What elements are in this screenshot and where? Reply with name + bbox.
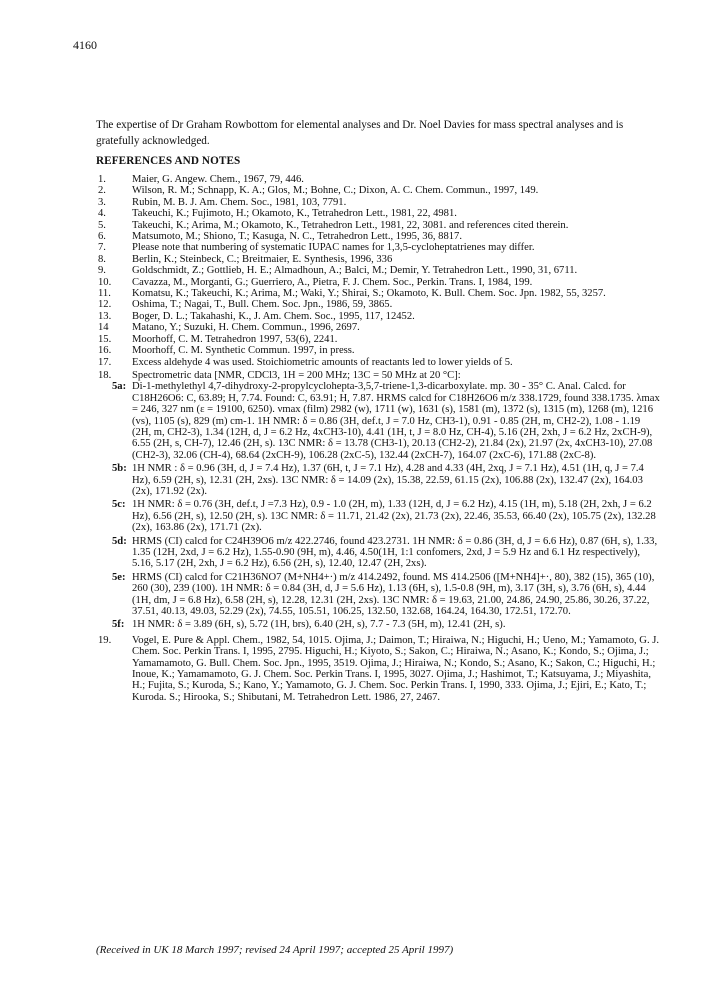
reference-number: 8.	[98, 253, 106, 265]
reference-text: Komatsu, K.; Takeuchi, K.; Arima, M.; Waki, Y.; Shirai, S.; Okamoto, K. Bull. Chem. Soc. Jpn. 1982, 55, 3257.	[132, 288, 606, 300]
reference-text: Excess aldehyde 4 was used. Stoichiometric amounts of reactants led to lower yields of 5.	[132, 356, 513, 368]
compound-label: 5e:	[112, 571, 126, 583]
reference-number: 11.	[98, 288, 111, 300]
compound-data-5a	[0, 381, 701, 461]
compound-data-5c	[0, 499, 701, 533]
reference-4	[0, 208, 701, 219]
reference-text: Wilson, R. M.; Schnapp, K. A.; Glos, M.; Bohne, C.; Dixon, A. C. Chem. Commun., 1997, 149.	[132, 185, 539, 197]
reference-number: 4.	[98, 208, 106, 220]
reference-number: 2.	[98, 185, 106, 197]
reference-10	[0, 277, 701, 288]
references-heading: REFERENCES AND NOTES	[96, 155, 241, 167]
references-list	[0, 174, 701, 703]
reference-number: 15.	[98, 333, 112, 345]
compound-data-5d	[0, 536, 701, 570]
compound-label: 5d:	[112, 535, 127, 547]
reference-9	[0, 265, 701, 276]
compound-data-5b	[0, 463, 701, 497]
reference-text: Goldschmidt, Z.; Gottlieb, H. E.; Almadhoun, A.; Balci, M.; Demir, Y. Tetrahedron Lett., 1990, 31, 6711.	[132, 265, 578, 277]
compound-data-5f	[0, 619, 701, 630]
reference-16	[0, 345, 701, 356]
reference-text: Rubin, M. B. J. Am. Chem. Soc., 1981, 103, 7791.	[132, 196, 347, 208]
compound-text: HRMS (CI) calcd for C21H36NO7 (M+NH4+·) m/z 414.2492, found. MS 414.2506 ([M+NH4]+·, 80), 382 (15), 365 (10), 260 (30), 239 (100). 1H NMR: δ = 0.84 (3H, d, J = 5.6 Hz), 1.13 (6H, s), 1.5-0.8 (9H, m), 3.17 (3H, s), 3.76 (6H, s), 4.44 (1H, dm, J = 6.8 Hz), 6.58 (2H, s), 12.28, 12.31 (2H, 2xs). 13C NMR: δ = 19.63, 21.00, 24.86, 24.90, 25.86, 30.26, 37.22, 37.51, 40.13, 49.03, 52.29 (2x), 74.55, 105.51, 106.25, 132.50, 132.68, 164.24, 164.30, 172.51, 172.70.	[132, 571, 655, 618]
reference-text: Maier, G. Angew. Chem., 1967, 79, 446.	[132, 174, 304, 185]
reference-6	[0, 231, 701, 242]
acknowledgement: The expertise of Dr Graham Rowbottom for elemental analyses and Dr. Noel Davies for mass spectral analyses and is gratefully acknowledged.	[96, 119, 624, 147]
compound-label: 5f:	[112, 619, 125, 631]
reference-5	[0, 220, 701, 231]
reference-number: 3.	[98, 196, 106, 208]
reference-text: Berlin, K.; Steinbeck, C.; Breitmaier, E. Synthesis, 1996, 336	[132, 253, 393, 265]
reference-14	[0, 322, 701, 333]
compound-text: Di-1-methylethyl 4,7-dihydroxy-2-propylcyclohepta-3,5,7-triene-1,3-dicarboxylate. mp. 30 - 35° C. Anal. Calcd. for C18H26O6: C, 63.89; H, 7.74. Found: C, 63.91; H, 7.87. HRMS calcd for C18H26O6 m/z 338.1729, found 338.1735. λmax = 246, 327 nm (ε = 19100, 6250). νmax (film) 2982 (w), 1711 (w), 1631 (s), 1581 (m), 1372 (s), 1315 (m), 1268 (m), 1216 (vs), 1105 (s), 829 (m) cm-1. 1H NMR: δ = 0.86 (3H, def.t, J = 7.0 Hz, CH3-1), 0.91 - 0.85 (2H, m, CH2-2), 1.08 - 1.19 (2H, m, CH2-3), 1.34 (12H, d, J = 6.2 Hz, 4xCH3-10), 4.41 (1H, t, J = 8.0 Hz, CH-4), 5.16 (2H, 2xh, J = 6.2 Hz, 2xCH-9), 6.55 (2H, s, CH-7), 12.46 (2H, s). 13C NMR: δ = 13.78 (CH3-1), 20.13 (CH2-2), 21.84 (2x), 21.97 (2x, 4xCH3-10), 27.08 (CH2-3), 32.06 (CH-4), 68.64 (2xCH-9), 106.28 (2xC-5), 132.44 (2xCH-7), 164.07 (2xC-6), 171.88 (2xC-8).	[132, 381, 660, 461]
compound-text: 1H NMR: δ = 0.76 (3H, def.t, J =7.3 Hz), 0.9 - 1.0 (2H, m), 1.33 (12H, d, J = 6.2 Hz), 4.15 (1H, m), 5.18 (2H, 2xh, J = 6.2 Hz), 6.56 (2H, s), 12.50 (2H, s). 13C NMR: δ = 11.71, 21.42 (2x), 21.73 (2x), 22.46, 35.53, 66.40 (2x), 105.75 (2x), 132.28 (2x), 163.86 (2x), 171.71 (2x).	[132, 499, 656, 534]
reference-number: 1.	[98, 174, 106, 185]
compound-text: HRMS (CI) calcd for C24H39O6 m/z 422.2746, found 423.2731. 1H NMR: δ = 0.86 (3H, d, J = 6.6 Hz), 0.87 (6H, s), 1.33, 1.35 (12H, 2xd, J = 6.2 Hz), 1.55-0.90 (9H, m), 4.46, 4.50(1H, 1:1 confomers, 2xd, J = 5.9 Hz and 6.1 Hz respectively), 5.16, 5.17 (2H, 2xh, J = 6.2 Hz), 6.56 (2H, s), 12.40, 12.47 (2H, 2xs).	[132, 535, 658, 570]
reference-text: Oshima, T.; Nagai, T., Bull. Chem. Soc. Jpn., 1986, 59, 3865.	[132, 299, 393, 311]
compound-label: 5c:	[112, 499, 126, 511]
compound-label: 5a:	[112, 381, 127, 393]
reference-number: 10.	[98, 276, 112, 288]
reference-number: 9.	[98, 265, 106, 277]
reference-number: 19.	[98, 634, 112, 646]
reference-7	[0, 242, 701, 253]
reference-number: 13.	[98, 310, 112, 322]
reference-text: Vogel, E. Pure & Appl. Chem., 1982, 54, 1015. Ojima, J.; Daimon, T.; Hiraiwa, N.; Higuchi, H.; Ueno, M.; Yamamoto, G. J. Chem. Soc. Perkin Trans. I, 1995, 2795. Higuchi, H.; Kiyoto, S.; Sakon, C.; Hiraiwa, N.; Asano, K.; Kondo, S.; Ojima, J.; Yamamamoto, G. Bull. Chem. Soc. Jpn., 1995, 3519. Ojima, J.; Hiraiwa, N.; Kondo, S.; Asano, K.; Sakon, C.; Higuchi, H.; Inoue, K.; Yamamamoto, G. J. Chem. Soc. Perkin Trans. I, 1995, 3027. Ojima, J.; Hashimot, T.; Katsuyama, J.; Miyashita, H.; Fujita, S.; Kuroda, S.; Kano, Y.; Yamamoto, G. J. Chem. Soc. Perkin Trans. I, 1990, 333. Ojima, J.; Ejiri, E.; Kato, T.; Kuroda. S.; Hirooka, S.; Shibutani, M. Tetrahedron Lett. 1986, 27, 2467.	[132, 634, 660, 703]
reference-11	[0, 288, 701, 299]
reference-17	[0, 357, 701, 368]
reference-1	[0, 174, 701, 185]
reference-number: 17.	[98, 356, 112, 368]
reference-number: 5.	[98, 219, 106, 231]
reference-15	[0, 334, 701, 345]
reference-text: Moorhoff, C. M. Tetrahedron 1997, 53(6), 2241.	[132, 333, 338, 345]
reference-text: Moorhoff, C. M. Synthetic Commun. 1997, in press.	[132, 345, 355, 357]
reference-number: 12.	[98, 299, 112, 311]
compound-label: 5b:	[112, 463, 127, 475]
reference-12	[0, 299, 701, 310]
reference-8	[0, 254, 701, 265]
compound-text: 1H NMR : δ = 0.96 (3H, d, J = 7.4 Hz), 1.37 (6H, t, J = 7.1 Hz), 4.28 and 4.33 (4H, 2xq, J = 7.1 Hz), 4.51 (1H, q, J = 7.4 Hz), 6.59 (2H, s), 12.31 (2H, 2xs). 13C NMR: δ = 14.09 (2x), 15.38, 22.59, 61.15 (2x), 106.88 (2x), 132.47 (2x), 164.03 (2x), 171.92 (2x).	[132, 463, 644, 497]
reference-number: 18.	[98, 369, 112, 381]
reference-text: Cavazza, M., Morganti, G.; Guerriero, A., Pietra, F. J. Chem. Soc., Perkin. Trans. I, 1984, 199.	[132, 276, 533, 288]
reference-number: 16.	[98, 345, 112, 357]
reference-text: Takeuchi, K.; Fujimoto, H.; Okamoto, K., Tetrahedron Lett., 1981, 22, 4981.	[132, 208, 457, 220]
reference-text: Boger, D. L.; Takahashi, K., J. Am. Chem. Soc., 1995, 117, 12452.	[132, 310, 415, 322]
reference-2	[0, 185, 701, 196]
compound-data-5e	[0, 572, 701, 618]
reference-number: 14	[98, 322, 109, 334]
page-number: 4160	[73, 38, 97, 52]
reference-text: Spectrometric data [NMR, CDCl3, 1H = 200 MHz; 13C = 50 MHz at 20 °C]:	[132, 369, 461, 381]
reference-text: Takeuchi, K.; Arima, M.; Okamoto, K., Tetrahedron Lett., 1981, 22, 3081. and references cited therein.	[132, 219, 569, 231]
received-note: (Received in UK 18 March 1997; revised 24 April 1997; accepted 25 April 1997)	[96, 944, 454, 956]
reference-19	[0, 635, 701, 703]
reference-text: Matsumoto, M.; Shiono, T.; Kasuga, N. C., Tetrahedron Lett., 1995, 36, 8817.	[132, 231, 462, 243]
reference-number: 7.	[98, 242, 106, 254]
reference-3	[0, 197, 701, 208]
reference-text: Matano, Y.; Suzuki, H. Chem. Commun., 1996, 2697.	[132, 322, 360, 334]
reference-18	[0, 370, 701, 381]
compound-text: 1H NMR: δ = 3.89 (6H, s), 5.72 (1H, brs), 6.40 (2H, s), 7.7 - 7.3 (5H, m), 12.41 (2H, s).	[132, 619, 506, 631]
reference-number: 6.	[98, 231, 106, 243]
reference-13	[0, 311, 701, 322]
reference-text: Please note that numbering of systematic IUPAC names for 1,3,5-cycloheptatrienes may differ.	[132, 242, 535, 254]
